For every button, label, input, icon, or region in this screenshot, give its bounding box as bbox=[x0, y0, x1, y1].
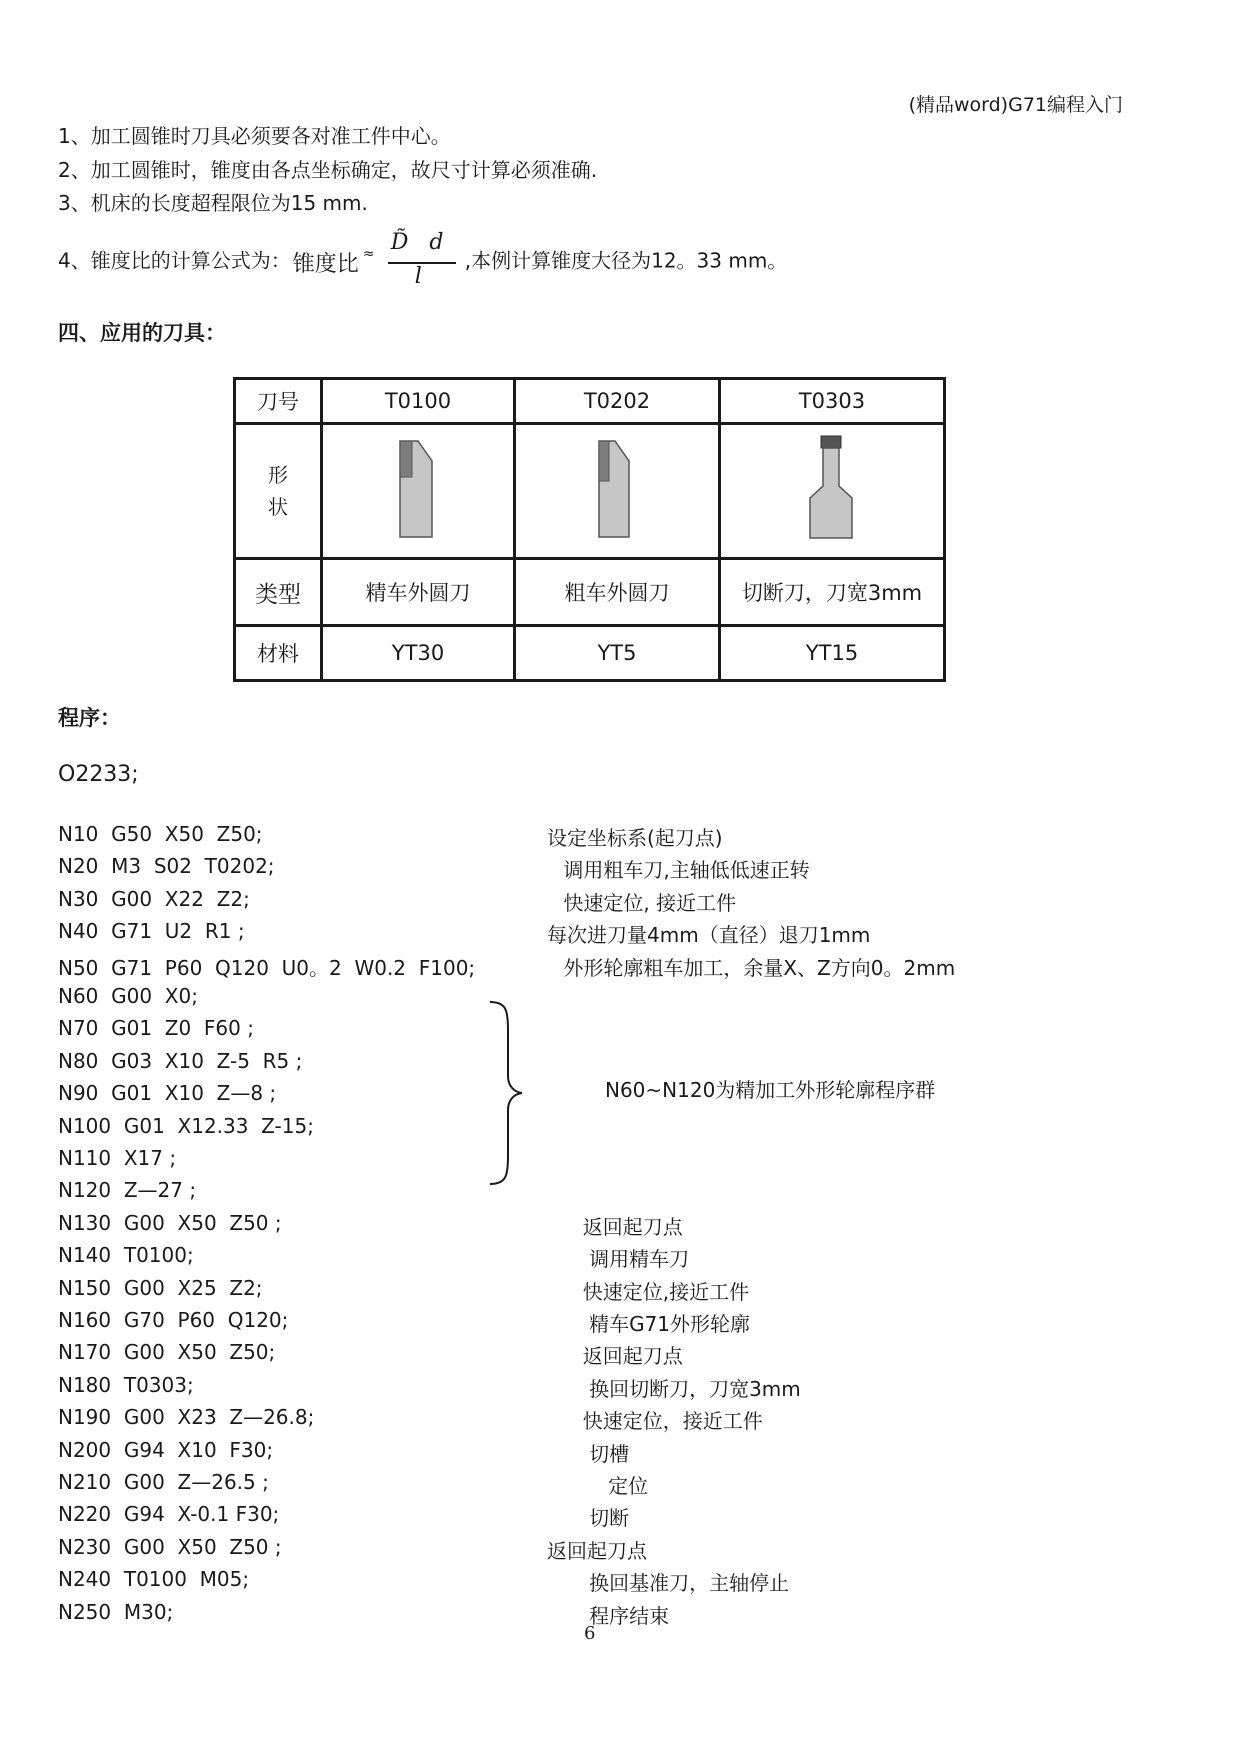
program-line-code: N80 G03 X10 Z-5 R5 ; bbox=[58, 1049, 303, 1073]
table-cell bbox=[322, 424, 515, 559]
table-cell: YT30 bbox=[322, 626, 515, 681]
program-line-code: N200 G94 X10 F30; bbox=[58, 1438, 274, 1462]
program-line-comment: 返回起刀点 bbox=[570, 1215, 683, 1239]
program-line-code: N150 G00 X25 Z2; bbox=[58, 1276, 263, 1300]
program-line-code: N160 G70 P60 Q120; bbox=[58, 1308, 289, 1332]
program-id: O2233; bbox=[58, 762, 139, 787]
table-cell: T0100 bbox=[322, 379, 515, 424]
table-row bbox=[235, 626, 945, 681]
program-line-comment: 调用精车刀 bbox=[570, 1247, 690, 1271]
program-line-code: N230 G00 X50 Z50 ; bbox=[58, 1535, 282, 1559]
group-note: N60~N120为精加工外形轮廓程序群 bbox=[605, 1078, 936, 1102]
program-line-code: N40 G71 U2 R1 ; bbox=[58, 919, 245, 943]
program-line-code: N240 T0100 M05; bbox=[58, 1567, 250, 1591]
program-line-code: N220 G94 X-0.1 F30; bbox=[58, 1502, 280, 1526]
taper-formula bbox=[293, 232, 463, 292]
program-line-code: N10 G50 X50 Z50; bbox=[58, 822, 263, 846]
table-cell: T0303 bbox=[720, 379, 945, 424]
program-line-comment: 换回基准刀，主轴停止 bbox=[570, 1571, 790, 1595]
table-cell: T0202 bbox=[515, 379, 720, 424]
program-line-comment: 设定坐标系(起刀点) bbox=[547, 826, 723, 850]
table-cell: 精车外圆刀 bbox=[322, 559, 515, 626]
table-row bbox=[235, 424, 945, 559]
program-line-code: N190 G00 X23 Z—26.8; bbox=[58, 1405, 315, 1429]
program-line-code: N130 G00 X50 Z50 ; bbox=[58, 1211, 282, 1235]
table-cell bbox=[235, 424, 322, 559]
formula-denominator: l bbox=[414, 264, 422, 289]
formula-approx-glyph: ≈ bbox=[362, 246, 375, 262]
table-cell bbox=[515, 424, 720, 559]
finishing-tool-icon bbox=[388, 439, 448, 539]
program-line-comment: 返回起刀点 bbox=[570, 1344, 683, 1368]
formula-numerator: D̃ d bbox=[390, 230, 444, 255]
program-line-code: N60 G00 X0; bbox=[58, 984, 198, 1008]
program-line-comment: 切断 bbox=[570, 1506, 630, 1530]
program-line-comment: 切槽 bbox=[570, 1442, 630, 1466]
program-line-comment: 外形轮廓粗车加工，余量X、Z方向0。2mm bbox=[557, 956, 956, 980]
formula-label: 锥度比 bbox=[292, 252, 359, 277]
program-line-code: N70 G01 Z0 F60 ; bbox=[58, 1016, 254, 1040]
program-line-comment: 定位 bbox=[570, 1474, 649, 1498]
table-cell: 切断刀，刀宽3mm bbox=[720, 559, 945, 626]
program-line-code: N50 G71 P60 Q120 U0。2 W0.2 F100; bbox=[58, 956, 476, 980]
note-4-tail: ,本例计算锥度大径为12。33 mm。 bbox=[464, 248, 788, 273]
section-program-title: 程序： bbox=[58, 706, 121, 730]
program-line-comment: 精车G71外形轮廓 bbox=[570, 1312, 751, 1336]
program-line-code: N180 T0303; bbox=[58, 1373, 194, 1397]
group-brace bbox=[488, 1000, 528, 1186]
roughing-tool-icon bbox=[587, 439, 647, 539]
program-line-code: N210 G00 Z—26.5 ; bbox=[58, 1470, 269, 1494]
table-cell: 材料 bbox=[235, 626, 322, 681]
table-cell: 粗车外圆刀 bbox=[515, 559, 720, 626]
table-cell: YT5 bbox=[515, 626, 720, 681]
program-line-comment: 快速定位,接近工件 bbox=[570, 1280, 750, 1304]
note-2: 2、加工圆锥时，锥度由各点坐标确定，故尺寸计算必须准确. bbox=[58, 158, 598, 182]
program-line-code: N20 M3 S02 T0202; bbox=[58, 854, 275, 878]
program-line-code: N250 M30; bbox=[58, 1600, 174, 1624]
program-line-comment: 返回起刀点 bbox=[547, 1539, 647, 1563]
program-line-comment: 换回切断刀，刀宽3mm bbox=[570, 1377, 801, 1401]
program-line-code: N100 G01 X12.33 Z-15; bbox=[58, 1114, 314, 1138]
section-tools-title: 四、应用的刀具： bbox=[58, 321, 226, 345]
program-line-code: N110 X17 ; bbox=[58, 1146, 177, 1170]
table-row bbox=[235, 379, 945, 424]
program-line-comment: 快速定位，接近工件 bbox=[570, 1409, 763, 1433]
program-line-code: N30 G00 X22 Z2; bbox=[58, 887, 250, 911]
tools-table bbox=[233, 377, 946, 682]
note-4 bbox=[58, 232, 787, 292]
page-header: (精品word)G71编程入门 bbox=[908, 94, 1123, 116]
note-4-text: 4、锥度比的计算公式为： bbox=[58, 248, 291, 273]
table-row bbox=[235, 559, 945, 626]
program-line-code: N90 G01 X10 Z—8 ; bbox=[58, 1081, 277, 1105]
cutoff-tool-icon bbox=[802, 434, 862, 544]
note-3: 3、机床的长度超程限位为15 mm. bbox=[58, 191, 368, 215]
page-number: 6 bbox=[584, 1623, 596, 1644]
table-cell: 刀号 bbox=[235, 379, 322, 424]
program-line-code: N120 Z—27 ; bbox=[58, 1178, 197, 1202]
program-line-comment: 每次进刀量4mm（直径）退刀1mm bbox=[547, 923, 871, 947]
program-line-comment: 快速定位, 接近工件 bbox=[557, 891, 737, 915]
note-1: 1、加工圆锥时刀具必须要各对准工件中心。 bbox=[58, 124, 451, 148]
table-cell bbox=[720, 424, 945, 559]
program-line-comment: 程序结束 bbox=[570, 1604, 670, 1628]
program-line-code: N140 T0100; bbox=[58, 1243, 194, 1267]
program-line-comment: 调用粗车刀,主轴低低速正转 bbox=[557, 858, 810, 882]
shape-label: 形 状 bbox=[268, 463, 288, 519]
program-line-code: N170 G00 X50 Z50; bbox=[58, 1340, 276, 1364]
table-cell: 类型 bbox=[235, 559, 322, 626]
table-cell: YT15 bbox=[720, 626, 945, 681]
